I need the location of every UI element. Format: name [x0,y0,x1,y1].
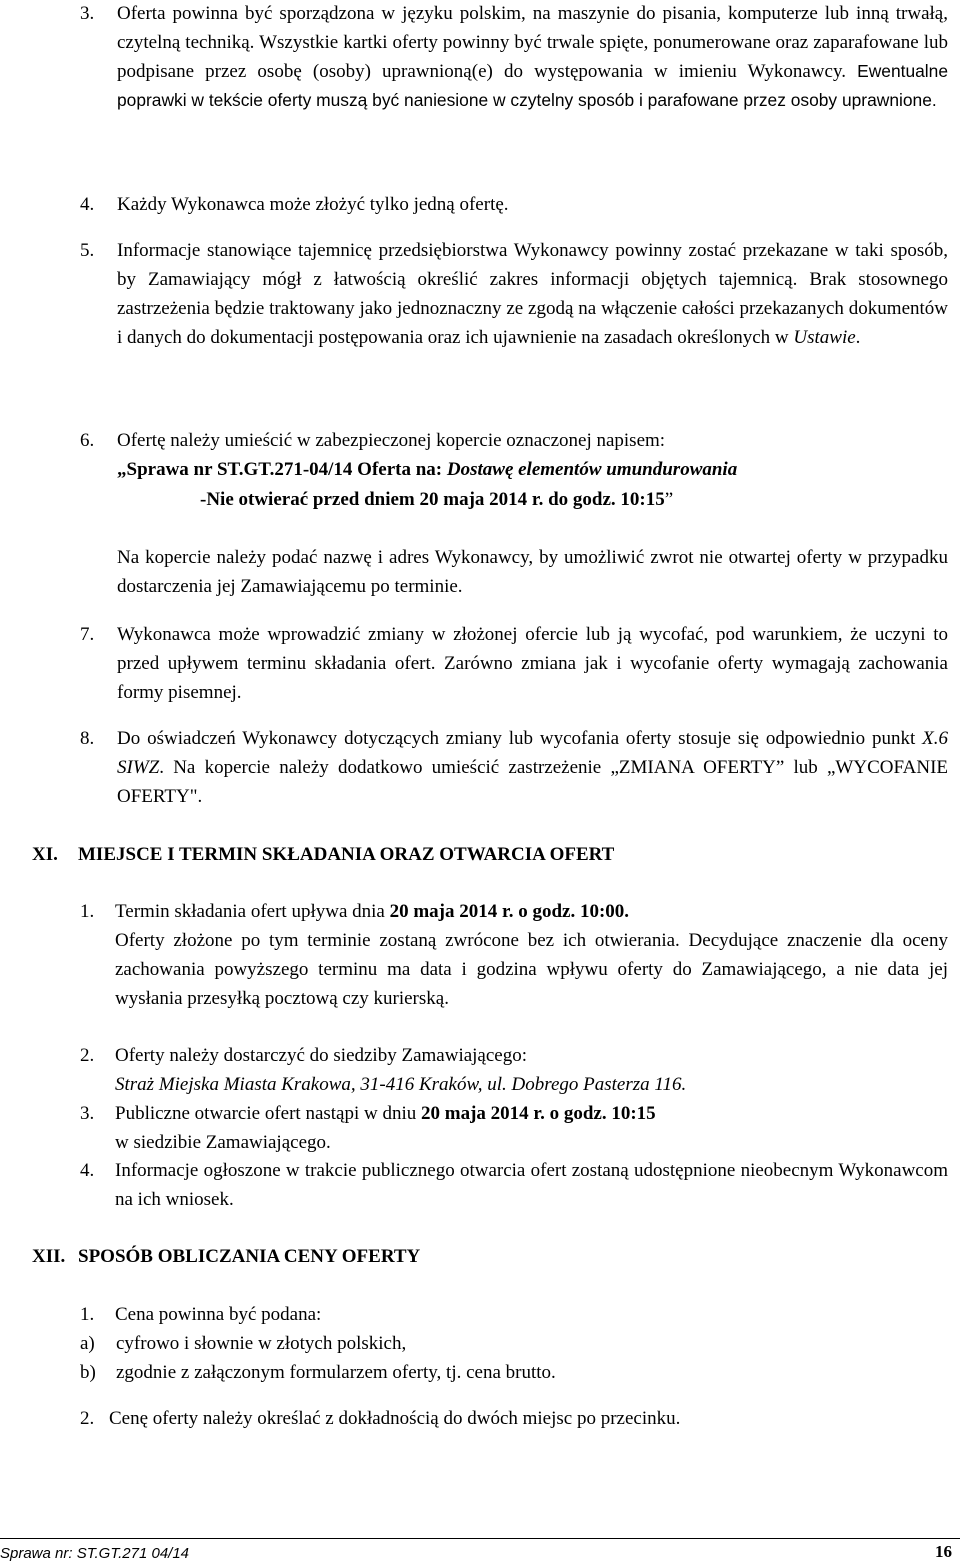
item-number: 3. [80,3,95,24]
section-title: SPOSÓB OBLICZANIA CENY OFERTY [78,1246,421,1267]
section-number: XII. [32,1246,66,1267]
item-number: 6. [80,430,95,451]
item-text: Do oświadczeń Wykonawcy dotyczących zmiany lub wycofania oferty stosuje się odpowiednio punkt X.6 SIWZ. Na kopercie należy dodatkowo umieścić zastrzeżenie „ZMIANA OFERTY” lub „WYCOFANIE OFERTY". [117,728,949,807]
list-item-4 [80,190,948,219]
item-number: 7. [80,624,95,645]
footer-divider [0,1538,960,1539]
xi-point-4: 4. Informacje ogłoszone w trakcie publicznego otwarcia ofert zostaną udostępnione nieobecnym Wykonawcom na ich wniosek. [80,1160,948,1210]
item-text: Informacje stanowiące tajemnicę przedsiębiorstwa Wykonawcy powinny zostać przekazane w taki sposób, by Zamawiający mógł z łatwością określić zakres informacji objętych tajemnicą. Brak stosownego zastrzeżenia będzie traktowany jako jednoznaczny ze zgodą na włączenie całości przekazanych dokumentów i danych do dokumentacji postępowania oraz ich ujawnienie na zasadach określonych w Ustawie. [117,240,948,348]
xi-point-3: 3. Publiczne otwarcie ofert nastąpi w dniu 20 maja 2014 r. o godz. 10:15 w siedzibie Zamawiającego. [80,1103,656,1153]
item-text: Ofertę należy umieścić w zabezpieczonej kopercie oznaczonej napisem: [117,430,666,451]
item-text: Wykonawca może wprowadzić zmiany w złożonej ofercie lub ją wycofać, pod warunkiem, że uczyni to przed upływem terminu składania ofert. Zarówno zmiana jak i wycofanie oferty wymagają zachowania formy pisemnej. [117,624,948,703]
list-item-8 [80,724,948,811]
section-title: MIEJSCE I TERMIN SKŁADANIA ORAZ OTWARCIA OFERT [78,844,615,865]
page-number: 16 [935,1542,952,1561]
item-number: 5. [80,240,95,261]
envelope-label: „Sprawa nr ST.GT.271-04/14 Oferta na: Dostawę elementów umundurowania -Nie otwierać przed dniem 20 maja 2014 r. do godz. 10:15” [117,459,738,510]
xii-point-2: 2. Cenę oferty należy określać z dokładnością do dwóch miejsc po przecinku. [80,1408,681,1429]
list-item-6 [80,426,948,455]
footer-case-number: Sprawa nr: ST.GT.271 04/14 [0,1545,190,1562]
envelope-note: Na kopercie należy podać nazwę i adres Wykonawcy, by umożliwić zwrot nie otwartej oferty w przypadku dostarczenia jej Zamawiającemu po terminie. [117,547,948,597]
section-number: XI. [32,844,58,865]
item-text: Każdy Wykonawca może złożyć tylko jedną ofertę. [117,194,509,215]
list-item-7 [80,620,948,707]
xii-point-1: 1. Cena powinna być podana: [80,1304,322,1325]
xi-point-1: 1. Termin składania ofert upływa dnia 20 maja 2014 r. o godz. 10:00. Oferty złożone po tym terminie zostaną zwrócone bez ich otwierania. Decydujące znaczenie dla oceny zachowania powyższego terminu ma data i godzina wpływu oferty do Zamawiającego, a nie data jej wysłania przesyłką pocztową czy kurierską. [80,901,948,1009]
item-number: 4. [80,194,95,215]
item-number: 8. [80,728,95,749]
list-item-5 [80,236,948,352]
item-text: Oferta powinna być sporządzona w języku polskim, na maszynie do pisania, komputerze lub inną trwałą, czytelną techniką. Wszystkie kartki oferty powinny być trwale spięte, ponumerowane oraz zaparafowane lub podpisane przez osobę (osoby) uprawnioną(e) do występowania w imieniu Wykonawcy. Ewentualne poprawki w tekście oferty muszą być naniesione w czytelny sposób i parafowane przez osoby uprawnione. [117,3,949,110]
xi-point-2: 2. Oferty należy dostarczyć do siedziby Zamawiającego: Straż Miejska Miasta Krakowa, 31-416 Kraków, ul. Dobrego Pasterza 116. [80,1045,687,1095]
list-item-3 [80,0,948,115]
item-text-sans: Ewentualne poprawki w tekście oferty muszą być naniesione w czytelny sposób i parafowane przez osoby uprawnione. [117,61,949,110]
